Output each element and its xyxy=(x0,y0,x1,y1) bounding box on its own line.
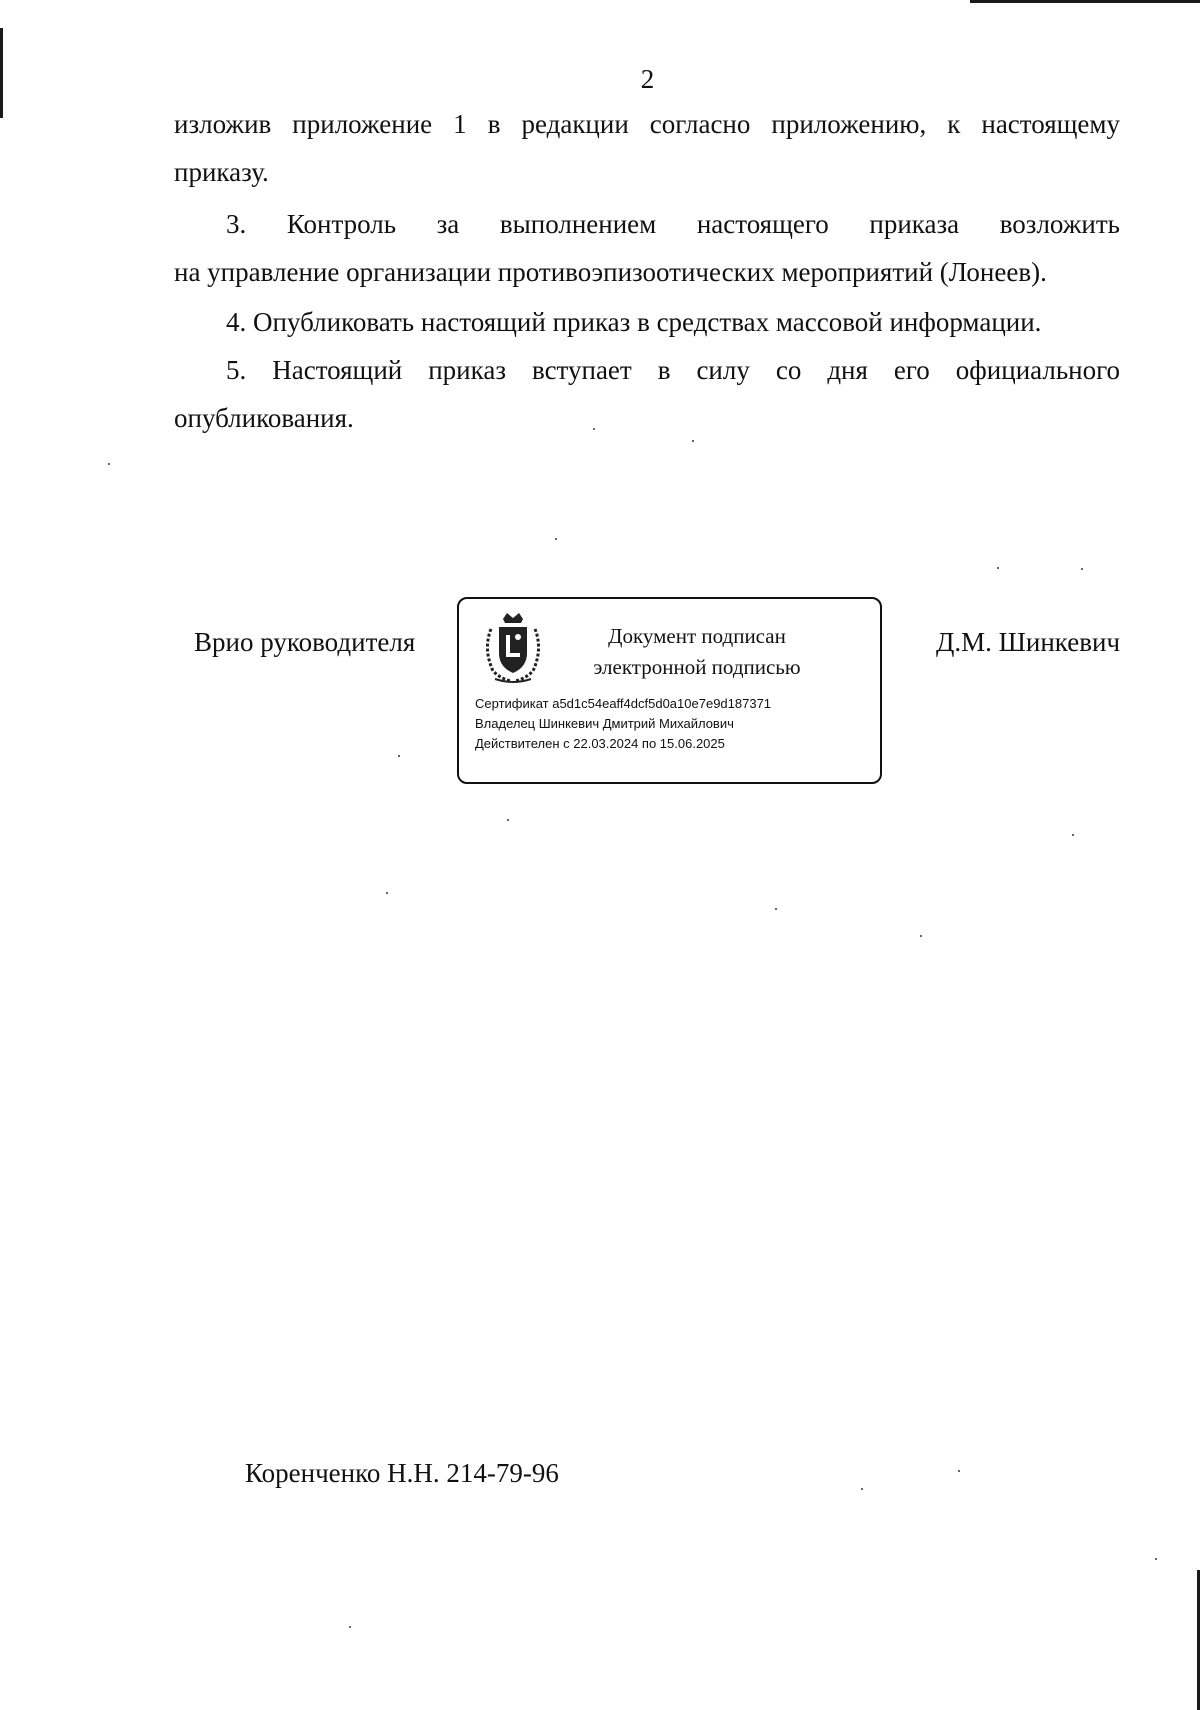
word: выполнением xyxy=(499,209,657,239)
paragraph-line: изложив приложение 1 в редакции согласно приложению, к настоящему xyxy=(174,109,1120,139)
scan-speck xyxy=(1155,1558,1157,1560)
electronic-signature-stamp xyxy=(457,597,882,784)
paragraph-line: опубликования. xyxy=(174,403,354,433)
paragraph-line: 4. Опубликовать настоящий приказ в средствах массовой информации. xyxy=(226,307,1042,337)
paragraph-item-3 xyxy=(174,200,1120,296)
page-number: 2 xyxy=(640,64,655,94)
word: Контроль xyxy=(286,209,397,239)
coat-of-arms-emblem-icon xyxy=(477,609,549,685)
certificate-validity: Действителен с 22.03.2024 по 15.06.2025 xyxy=(475,736,725,751)
stamp-heading-line: Документ подписан xyxy=(608,624,786,648)
word: 3. xyxy=(226,209,247,239)
scan-edge-line-top xyxy=(970,0,1200,3)
paragraph-line xyxy=(174,200,1120,248)
word: настоящего xyxy=(696,209,829,239)
scan-speck xyxy=(1081,568,1083,570)
scan-speck xyxy=(108,463,110,465)
scan-speck xyxy=(1072,834,1074,836)
scan-speck xyxy=(997,567,999,569)
paragraph-line: на управление организации противоэпизоотических мероприятий (Лонеев). xyxy=(174,257,1047,287)
paragraph-line: приказу. xyxy=(174,157,269,187)
scan-speck xyxy=(555,538,557,540)
word: возложить xyxy=(999,209,1120,239)
scan-speck xyxy=(920,935,922,937)
paragraph-item-4 xyxy=(174,298,1120,346)
scan-speck xyxy=(958,1470,960,1472)
stamp-details xyxy=(475,694,771,754)
certificate-number: Сертификат a5d1c54eaff4dcf5d0a10e7e9d187371 xyxy=(475,696,772,711)
scan-speck xyxy=(775,908,777,910)
signatory-name: Д.М. Шинкевич xyxy=(936,627,1121,657)
scan-speck xyxy=(386,892,388,894)
certificate-owner: Владелец Шинкевич Дмитрий Михайлович xyxy=(475,716,734,731)
scan-speck xyxy=(349,1626,351,1628)
word: приказа xyxy=(869,209,960,239)
paragraph-appendix-continuation xyxy=(174,100,1120,196)
signatory-title: Врио руководителя xyxy=(194,627,416,657)
paragraph-item-5 xyxy=(174,346,1120,442)
stamp-heading xyxy=(577,621,817,683)
scan-speck xyxy=(507,819,509,821)
scan-speck xyxy=(398,755,400,757)
paragraph-line: 5. Настоящий приказ вступает в силу со дня его официального xyxy=(226,355,1120,385)
word: за xyxy=(436,209,460,239)
scan-speck xyxy=(861,1488,863,1490)
executor-contact: Коренченко Н.Н. 214-79-96 xyxy=(245,1458,559,1488)
stamp-heading-line: электронной подписью xyxy=(593,655,801,679)
